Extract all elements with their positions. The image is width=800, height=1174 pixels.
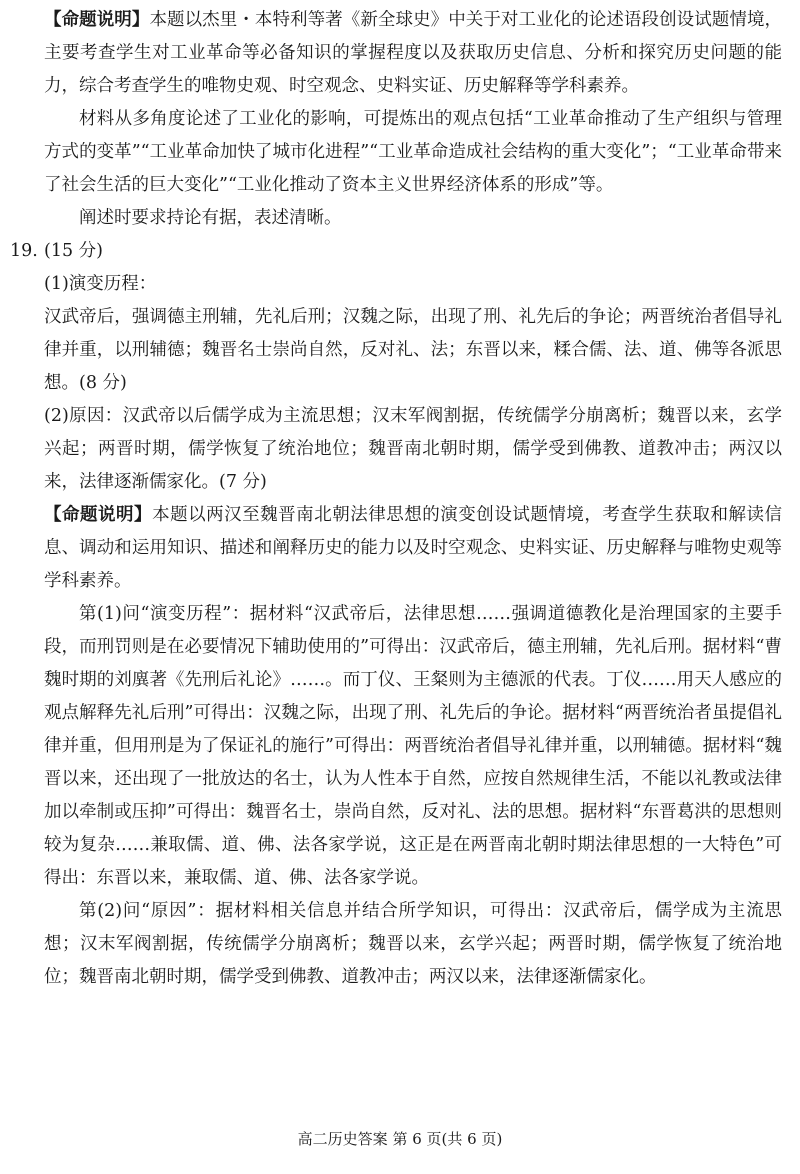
part2-answer: (2)原因：汉武帝以后儒学成为主流思想；汉末军阀割据，传统儒学分崩离析；魏晋以来，玄学兴起；两晋时期，儒学恢复了统治地位；魏晋南北朝时期，儒学受到佛教、道教冲击；两汉以来，法律逐渐儒家化。(7 分) — [44, 406, 782, 492]
design-note-text: 本题以杰里・本特利等著《新全球史》中关于对工业化的论述语段创设试题情境，主要考查学生对工业革命等必备知识的掌握程度以及获取历史信息、分析和探究历史问题的能力，综合考查学生的唯物史观、时空观念、史料实证、历史解释等学科素养。 — [44, 10, 783, 96]
viewpoint-paragraph: 材料从多角度论述了工业化的影响，可提炼出的观点包括“工业革命推动了生产组织与管理方式的变革”“工业革命加快了城市化进程”“工业革命造成社会结构的重大变化”；“工业革命带来了社会生活的巨大变化”“工业化推动了资本主义世界经济体系的形成”等。 — [44, 109, 782, 195]
design-note-1 — [44, 4, 782, 103]
design-note-2 — [44, 499, 782, 598]
question-number: 19. — [10, 241, 38, 261]
part1-label: (1)演变历程： — [44, 274, 157, 294]
analysis-part2: 第(2)问“原因”：据材料相关信息并结合所学知识，可得出：汉武帝后，儒学成为主流思想；汉末军阀割据，传统儒学分崩离析；魏晋以来，玄学兴起；两晋时期，儒学恢复了统治地位；魏晋南北朝时期，儒学受到佛教、道教冲击；两汉以来，法律逐渐儒家化。 — [44, 901, 782, 987]
design-note-tag: 【命题说明】 — [44, 10, 150, 30]
question-score: (15 分) — [44, 241, 103, 261]
part1-answer: 汉武帝后，强调德主刑辅，先礼后刑；汉魏之际，出现了刑、礼先后的争论；两晋统治者倡导礼律并重，以刑辅德；魏晋名士崇尚自然，反对礼、法；东晋以来，糅合儒、法、道、佛等各派思想。(8 分) — [44, 307, 782, 393]
requirement-paragraph: 阐述时要求持论有据，表述清晰。 — [79, 208, 342, 228]
analysis-part1: 第(1)问“演变历程”：据材料“汉武帝后，法律思想……强调道德教化是治理国家的主要手段，而刑罚则是在必要情况下辅助使用的”可得出：汉武帝后，德主刑辅，先礼后刑。据材料“曹魏时期的刘廙著《先刑后礼论》……。而丁仪、王粲则为主德派的代表。丁仪……用天人感应的观点解释先礼后刑”可得出：汉魏之际，出现了刑、礼先后的争论。据材料“两晋统治者虽提倡礼律并重，但用刑是为了保证礼的施行”可得出：两晋统治者倡导礼律并重，以刑辅德。据材料“魏晋以来，还出现了一批放达的名士，认为人性本于自然，应按自然规律生活，不能以礼教或法律加以牵制或压抑”可得出：魏晋名士，崇尚自然，反对礼、法的思想。据材料“东晋葛洪的思想则较为复杂……兼取儒、道、佛、法各家学说，这正是在两晋南北朝时期法律思想的一大特色”可得出：东晋以来，兼取儒、道、佛、法各家学说。 — [44, 604, 782, 888]
design-note-tag: 【命题说明】 — [44, 505, 153, 525]
design-note-text: 本题以两汉至魏晋南北朝法律思想的演变创设试题情境，考查学生获取和解读信息、调动和运用知识、描述和阐释历史的能力以及时空观念、史料实证、历史解释与唯物史观等学科素养。 — [44, 505, 783, 591]
page-footer: 高二历史答案 第 6 页(共 6 页) — [297, 1130, 503, 1148]
